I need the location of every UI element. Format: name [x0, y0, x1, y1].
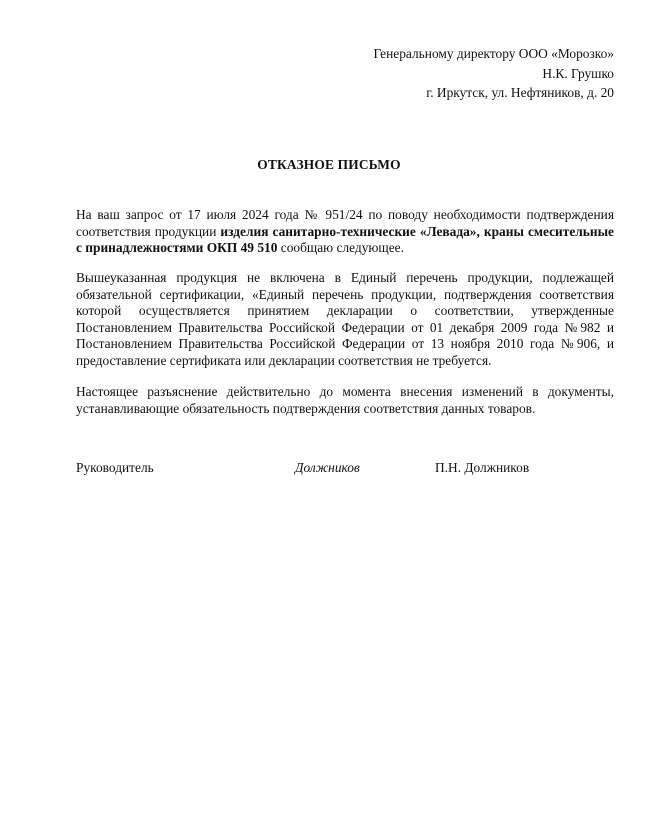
signature-row — [76, 460, 614, 480]
paragraph-explanation — [76, 270, 614, 370]
handwritten-signature: Должников — [295, 460, 360, 475]
signatory-role: Руководитель — [76, 460, 154, 475]
product-name: изделия санитарно-технические «Левада», краны смесительные с принадлежностями ОКП 49 510 — [76, 223, 614, 256]
addressee-line-recipient: Генеральному директору ООО «Морозко» — [373, 46, 614, 61]
paragraph-explanation-text: Вышеуказанная продукция не включена в Единый перечень продукции, подлежащей обязательной сертификации, «Единый перечень продукции, подтверждения соответствия которой осуществляется принятием декларации о соответствии, утвержденные Постановлением Правительства Российской Федерации от 01 декабря 2009 года №982 и Постановлением Правительства Российской Федерации от 13 ноября 2010 года №906, и предоставление сертификата или декларации соответствия не требуется. — [76, 270, 614, 368]
document-title: ОТКАЗНОЕ ПИСЬМО — [257, 157, 401, 172]
paragraph-request-text-2: сообщаю следующее. — [277, 240, 404, 256]
paragraph-validity — [76, 384, 614, 417]
paragraph-request-text-1: На ваш запрос от 17 июля 2024 года № 951/24 по поводу необходимости подтверждения соответствия продукции — [76, 207, 614, 239]
addressee-line-name: Н.К. Грушко — [542, 65, 614, 81]
paragraph-request — [76, 207, 614, 257]
signatory-name: П.Н. Должников — [435, 460, 530, 475]
paragraph-validity-text: Настоящее разъяснение действительно до момента внесения изменений в документы, устанавливающие обязательность подтверждения соответствия данных товаров. — [76, 384, 614, 416]
addressee-line-address: г. Иркутск, ул. Нефтяников, д. 20 — [426, 85, 614, 100]
addressee-block — [373, 44, 614, 103]
